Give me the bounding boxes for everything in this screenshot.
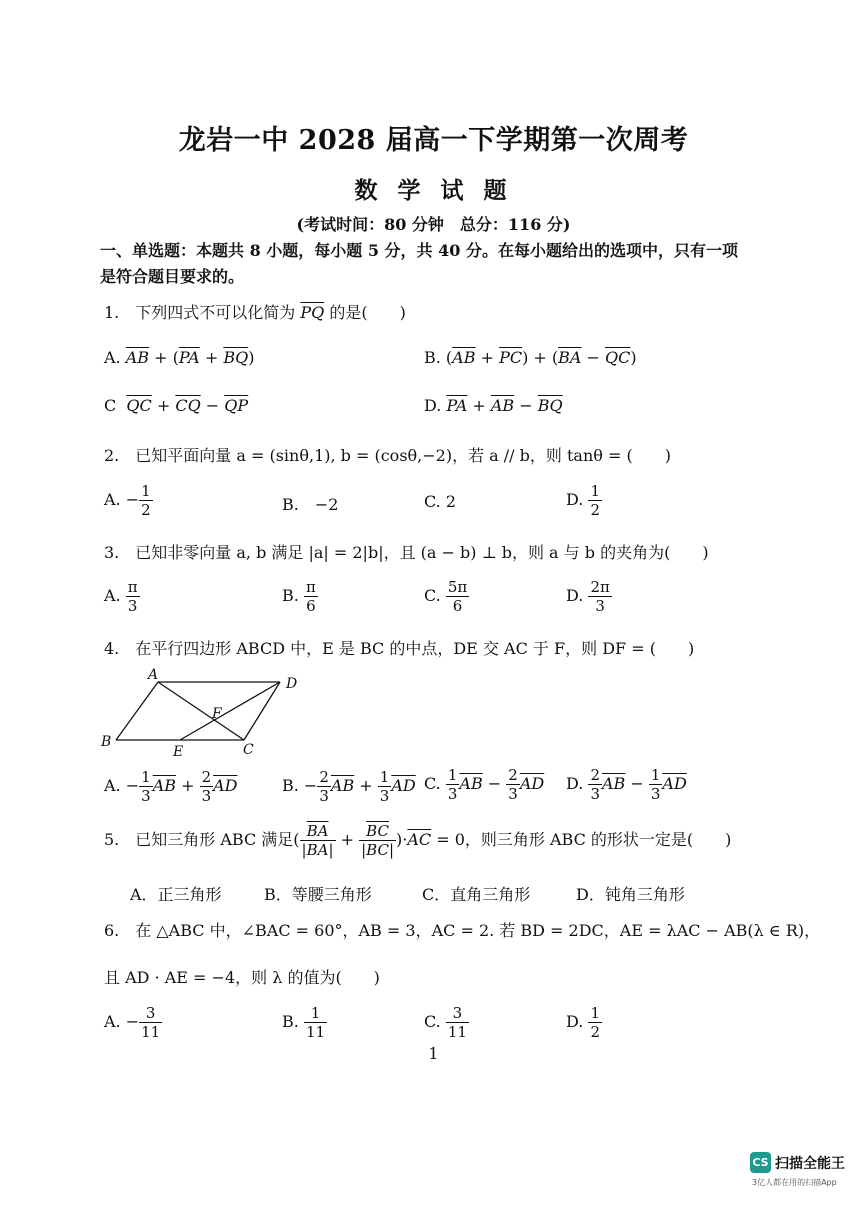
label-e: E bbox=[173, 744, 184, 760]
option-label: A. bbox=[104, 586, 121, 605]
question-4-option-c: C. $\frac{1}{3}$ $\overline{AB}$ − $\frac{2}{3}$ $\overline{AD}$ bbox=[424, 766, 545, 803]
question-1-stem-vector: $\overline{PQ}$ bbox=[300, 303, 325, 322]
option-label: D. bbox=[566, 774, 584, 793]
question-1-option-c: C $\overline{QC} + \overline{CQ} - \overline{QP}$ bbox=[104, 396, 249, 415]
camscanner-name: 扫描全能王 bbox=[775, 1156, 845, 1172]
option-label: C bbox=[104, 396, 117, 415]
question-6-option-b bbox=[282, 1004, 327, 1041]
question-5-option-a: A．正三角形 bbox=[130, 885, 222, 904]
question-6-option-d bbox=[566, 1004, 602, 1041]
fraction: $\frac{1}{2}$ bbox=[590, 482, 600, 519]
question-2-option-a bbox=[104, 482, 153, 519]
exam-info: (考试时间：80 分钟 总分：116 分) bbox=[296, 215, 571, 234]
question-6-line-2: 且 AD · AE = −4，则 λ 的值为( ) bbox=[104, 968, 380, 987]
option-label: A. bbox=[104, 490, 121, 509]
edge-dc bbox=[244, 682, 280, 740]
label-d: D bbox=[286, 676, 298, 692]
question-5-option-b: B．等腰三角形 bbox=[264, 885, 372, 904]
question-1-stem-text-b: 的是( ) bbox=[329, 303, 406, 322]
edge-ab bbox=[116, 682, 158, 740]
option-label: B. bbox=[282, 586, 299, 605]
camscanner-watermark bbox=[750, 1152, 860, 1212]
question-3-stem: 3. 已知非零向量 a, b 满足 |a| = 2|b|，且 (a − b) ⊥ b，则 a 与 b 的夹角为( ) bbox=[104, 543, 709, 562]
page-number: 1 bbox=[428, 1044, 439, 1063]
option-label: D. bbox=[566, 490, 584, 509]
option-label: B. bbox=[282, 776, 299, 795]
fraction: $\frac{2\pi}{3}$ bbox=[590, 578, 610, 615]
question-1-option-a: A. $\overline{AB} + (\overline{PA} + \overline{BQ})$ bbox=[104, 348, 255, 367]
option-label: B. bbox=[424, 348, 441, 367]
option-label: B. bbox=[282, 1012, 299, 1031]
question-1-stem bbox=[104, 300, 406, 323]
question-4-option-a: A. − $\frac{1}{3}$ $\overline{AB}$ + $\frac{2}{3}$ $\overline{AD}$ bbox=[104, 768, 238, 805]
question-5-option-c: C．直角三角形 bbox=[422, 885, 531, 904]
label-a: A bbox=[148, 667, 159, 683]
label-c: C bbox=[243, 742, 254, 758]
fraction: $\frac{\pi}{3}$ bbox=[127, 578, 138, 615]
question-4-option-b: B. − $\frac{2}{3}$ $\overline{AB}$ + $\frac{1}{3}$ $\overline{AD}$ bbox=[282, 768, 416, 805]
option-label: D. bbox=[566, 1012, 584, 1031]
question-3-option-d bbox=[566, 578, 612, 615]
option-label: C. bbox=[424, 1012, 441, 1031]
fraction: $\frac{1}{2}$ bbox=[141, 482, 151, 519]
question-5-stem-text-a: 5. 已知三角形 ABC 满足 bbox=[104, 830, 294, 849]
section-1-instructions: 一、单选题：本题共 8 小题，每小题 5 分，共 40 分。在每小题给出的选项中，只有一项是符合题目要求的。 bbox=[100, 241, 738, 286]
fraction: $\frac{1}{2}$ bbox=[590, 1004, 600, 1041]
fraction: $\frac{3}{11}$ bbox=[447, 1004, 467, 1041]
question-5-option-d: D．钝角三角形 bbox=[576, 885, 685, 904]
question-2-option-c: C. 2 bbox=[424, 492, 457, 511]
option-label: D. bbox=[424, 396, 442, 415]
question-3-option-c bbox=[424, 578, 469, 615]
option-label: A. bbox=[104, 776, 121, 795]
fraction: $\frac{5\pi}{6}$ bbox=[447, 578, 468, 615]
question-6-option-a bbox=[104, 1004, 162, 1041]
question-4-stem: 4. 在平行四边形 ABCD 中，E 是 BC 的中点，DE 交 AC 于 F，则 DF = ( ) bbox=[104, 639, 695, 658]
option-label: A. bbox=[104, 1012, 121, 1031]
option-label: C. bbox=[424, 774, 441, 793]
option-sign: − bbox=[125, 490, 140, 509]
question-6-option-c bbox=[424, 1004, 469, 1041]
question-5-stem-text-b: ，则三角形 ABC 的形状一定是( ) bbox=[464, 830, 732, 849]
question-4-option-d: D. $\frac{2}{3}$ $\overline{AB}$ − $\frac{1}{3}$ $\overline{AD}$ bbox=[566, 766, 687, 803]
question-2-option-b: B. −2 bbox=[282, 495, 339, 514]
exam-title: 龙岩一中 2028 届高一下学期第一次周考 bbox=[178, 125, 689, 156]
camscanner-logo-icon: CS bbox=[750, 1152, 771, 1173]
fraction: $\frac{1}{11}$ bbox=[305, 1004, 326, 1041]
parallelogram-figure bbox=[98, 666, 328, 764]
question-2-stem: 2. 已知平面向量 a = (sinθ,1), b = (cosθ,−2)，若 a // b，则 tanθ = ( ) bbox=[104, 446, 671, 465]
camscanner-tagline: 3亿人都在用的扫描App bbox=[752, 1178, 837, 1187]
option-label: D. bbox=[566, 586, 584, 605]
question-2-option-d bbox=[566, 482, 602, 519]
question-3-option-b bbox=[282, 578, 318, 615]
option-label: A. bbox=[104, 348, 121, 367]
exam-subtitle: 数 学 试 题 bbox=[354, 177, 513, 204]
question-1-option-d: D. $\overline{PA} + \overline{AB} - \overline{BQ}$ bbox=[424, 396, 563, 415]
option-sign: − bbox=[125, 1012, 140, 1031]
question-1-option-b: B. $(\overline{AB} + \overline{PC}) + (\overline{BA} - \overline{QC})$ bbox=[424, 348, 637, 367]
fraction: $\frac{3}{11}$ bbox=[141, 1004, 161, 1041]
question-6-line-1: 6. 在 △ABC 中，∠BAC = 60°，AB = 3，AC = 2. 若 BD = 2DC，AE = λAC − AB(λ ∈ R)， bbox=[104, 921, 821, 940]
fraction: $\frac{\pi}{6}$ bbox=[305, 578, 316, 615]
question-1-stem-text-a: 1. 下列四式不可以化简为 bbox=[104, 303, 296, 322]
label-b: B bbox=[101, 734, 112, 750]
option-label: C. bbox=[424, 586, 441, 605]
label-f: F bbox=[212, 706, 222, 722]
question-5-stem: 5. 已知三角形 ABC 满足( $\frac{\overline{BA}}{|\overline{BA}|}$ + $\frac{\overline{BC}}{|\overline{BC}|}$ )$\cdot\overline{AC} = 0$，则三角形 ABC 的形状一定是( ) bbox=[104, 822, 732, 859]
question-3-option-a bbox=[104, 578, 140, 615]
